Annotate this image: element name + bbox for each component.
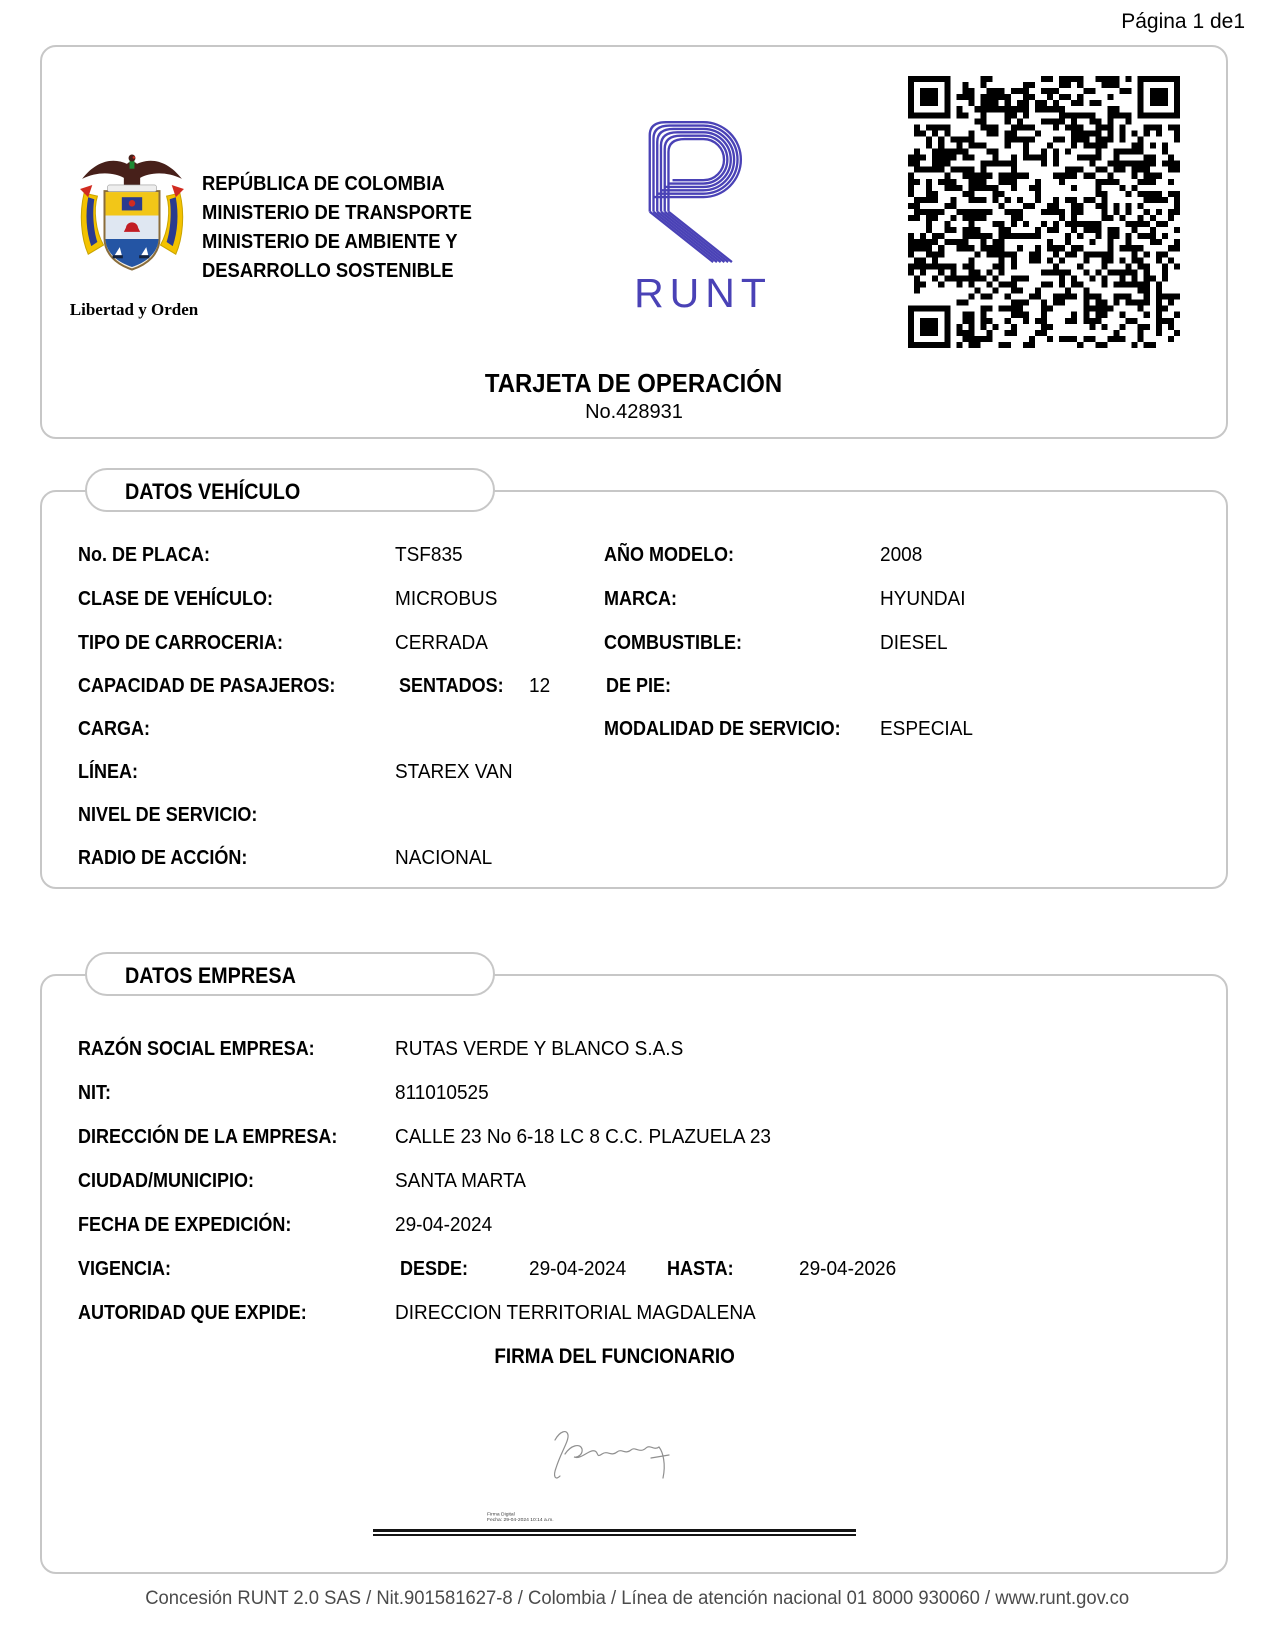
field-row [0,586,1275,612]
signature-rule [373,1534,856,1536]
ministry-line: MINISTERIO DE TRANSPORTE [202,202,472,224]
field-row [0,1124,1275,1150]
field-label: SENTADOS: [399,675,504,697]
digital-signature-line2: Fecha: 29-04-2024 10:14 a.m. [487,1516,554,1522]
field-value: DIESEL [880,632,948,654]
field-label: CAPACIDAD DE PASAJEROS: [78,675,336,697]
crest-caption: Libertad y Orden [69,300,199,319]
field-value: ESPECIAL [880,718,973,740]
field-label: RAZÓN SOCIAL EMPRESA: [78,1038,315,1060]
field-row [0,716,1275,742]
field-value: 29-04-2024 [529,1258,627,1280]
runt-logo-icon [640,100,762,268]
ministry-line: REPÚBLICA DE COLOMBIA [202,173,445,195]
field-value: 29-04-2024 [395,1214,493,1236]
field-label: DIRECCIÓN DE LA EMPRESA: [78,1126,338,1148]
handwritten-signature [545,1424,690,1486]
field-label: CLASE DE VEHÍCULO: [78,588,274,610]
field-label: DESDE: [400,1258,469,1280]
footer-text: Concesión RUNT 2.0 SAS / Nit.901581627-8 / Colombia / Línea de atención nacional 01 8000 930060 / www.runt.gov.co [145,1588,1130,1609]
field-label: LÍNEA: [78,761,139,783]
signature-section-title-text: FIRMA DEL FUNCIONARIO [494,1345,736,1368]
field-value: STAREX VAN [395,761,513,783]
field-label: VIGENCIA: [78,1258,172,1280]
field-label: AUTORIDAD QUE EXPIDE: [78,1302,307,1324]
footer [0,1588,1275,1610]
company-section-title: DATOS EMPRESA [125,963,296,988]
field-row [0,1256,1275,1282]
field-label: AÑO MODELO: [604,544,734,566]
field-row [0,802,1275,828]
signature-section-title [455,1345,775,1369]
company-section-header [85,952,495,996]
field-label: TIPO DE CARROCERIA: [78,632,284,654]
field-value: RUTAS VERDE Y BLANCO S.A.S [395,1038,684,1060]
field-value: SANTA MARTA [395,1170,526,1192]
vehicle-section-title: DATOS VEHÍCULO [125,479,301,504]
field-value: 29-04-2026 [799,1258,897,1280]
document-number: No.428931 [585,401,683,423]
ministry-line: DESARROLLO SOSTENIBLE [202,260,454,282]
runt-wordmark: RUNT [634,270,772,316]
field-value: TSF835 [395,544,463,566]
field-label: NIVEL DE SERVICIO: [78,804,258,826]
field-row [0,845,1275,871]
ministry-line: MINISTERIO DE AMBIENTE Y [202,231,458,253]
colombia-coat-of-arms-icon [76,150,188,278]
field-row [0,542,1275,568]
field-label: FECHA DE EXPEDICIÓN: [78,1214,292,1236]
document-title [40,368,1228,399]
field-row [0,1212,1275,1238]
field-label: CARGA: [78,718,150,740]
ministry-title-block [202,170,495,286]
field-label: RADIO DE ACCIÓN: [78,847,248,869]
field-row [0,759,1275,785]
page-number: Página 1 de1 [1121,10,1245,33]
field-label: No. DE PLACA: [78,544,211,566]
field-row [0,630,1275,656]
field-value: MICROBUS [395,588,498,610]
field-value: 2008 [880,544,923,566]
digital-signature-note [487,1511,554,1522]
signature-rule [373,1529,856,1532]
digital-signature-line1: Firma Digital [487,1511,515,1517]
field-value: 811010525 [395,1082,489,1104]
vehicle-section-header [85,468,495,512]
field-value: 12 [529,675,551,697]
field-label: MARCA: [604,588,677,610]
field-label: MODALIDAD DE SERVICIO: [604,718,841,740]
field-row [0,1036,1275,1062]
field-label: HASTA: [667,1258,734,1280]
field-row [0,1168,1275,1194]
qr-code [908,76,1180,348]
field-value: HYUNDAI [880,588,966,610]
field-row [0,673,1275,699]
field-label: COMBUSTIBLE: [604,632,742,654]
field-value: NACIONAL [395,847,493,869]
field-row [0,1080,1275,1106]
field-value: CALLE 23 No 6-18 LC 8 C.C. PLAZUELA 23 [395,1126,771,1148]
field-label: CIUDAD/MUNICIPIO: [78,1170,254,1192]
field-row [0,1300,1275,1326]
document-title-text: TARJETA DE OPERACIÓN [485,368,783,398]
field-label: NIT: [78,1082,112,1104]
field-value: DIRECCION TERRITORIAL MAGDALENA [395,1302,756,1324]
field-label: DE PIE: [606,675,672,697]
field-value: CERRADA [395,632,488,654]
